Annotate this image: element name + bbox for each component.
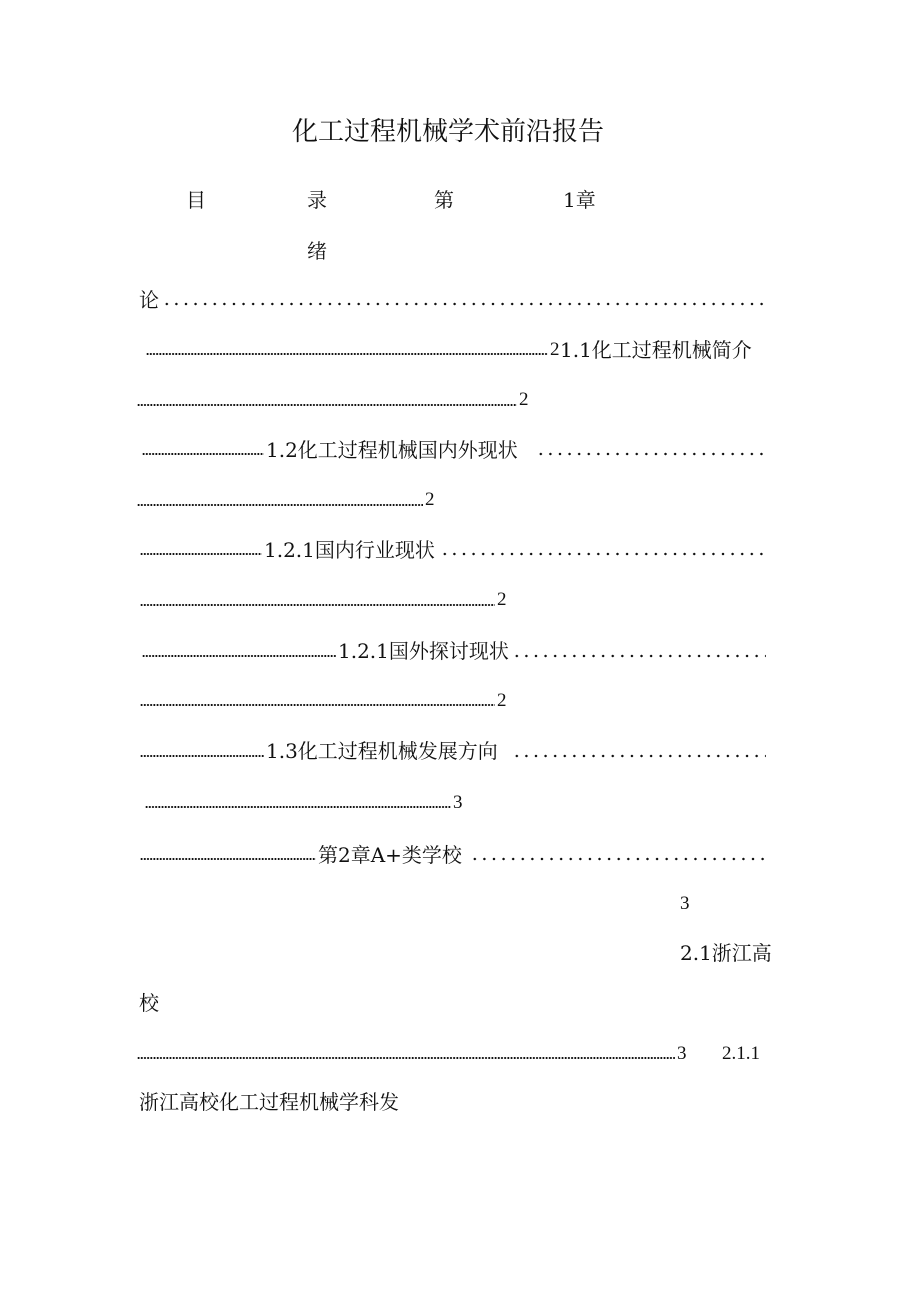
toc-leader [140, 754, 264, 758]
toc-leader [142, 654, 336, 658]
toc-leader [137, 1056, 675, 1060]
toc-page-number: 3 [680, 893, 690, 914]
toc-leader [145, 805, 451, 809]
toc-leader [140, 552, 262, 556]
toc-leader [140, 857, 316, 861]
toc-entry-2-1-1-number[interactable]: 2.1.1 [722, 1043, 760, 1064]
toc-entry-1-2-1[interactable]: 1.2.1国内行业现状 [264, 538, 435, 562]
toc-heading-mu: 目 [186, 188, 206, 212]
toc-page-number: 2 [425, 489, 435, 510]
toc-entry-2-1-1-title[interactable]: 浙江高校化工过程机械学科发 [139, 1090, 399, 1114]
toc-leader [470, 857, 766, 861]
toc-leader [137, 503, 423, 507]
toc-page-number: 3 [677, 1043, 687, 1064]
toc-page-number: 2 [550, 339, 560, 360]
toc-leader [137, 403, 517, 407]
toc-page-number: 2 [497, 589, 507, 610]
toc-entry-1-2[interactable]: 1.2化工过程机械国内外现状 [266, 438, 518, 462]
toc-page-number: 2 [497, 690, 507, 711]
toc-entry-2-1[interactable]: 2.1浙江高 [680, 941, 772, 965]
toc-entry-1-1[interactable]: 1.1化工过程机械简介 [560, 338, 752, 362]
toc-entry-2-1-cont: 校 [139, 991, 159, 1015]
toc-page-number: 3 [453, 792, 463, 813]
toc-leader [512, 754, 766, 758]
toc-heading-di: 第 [434, 188, 454, 212]
toc-page-number: 2 [519, 389, 529, 410]
toc-leader [142, 452, 264, 456]
doc-title: 化工过程机械学术前沿报告 [292, 117, 605, 147]
toc-heading-lu: 录 [307, 188, 327, 212]
toc-leader [440, 552, 766, 556]
toc-entry-1-2-1-foreign[interactable]: 1.2.1国外探讨现状 [338, 639, 509, 663]
toc-entry-1-3[interactable]: 1.3化工过程机械发展方向 [266, 739, 498, 763]
toc-leader [512, 654, 766, 658]
toc-heading-xu: 绪 [307, 239, 327, 263]
toc-leader [140, 603, 495, 607]
toc-lun: 论 [139, 288, 159, 312]
toc-leader [536, 452, 766, 456]
toc-heading-chapter1: 1章 [563, 188, 596, 212]
toc-leader [146, 352, 548, 356]
toc-entry-chapter-2[interactable]: 第2章A+类学校 [318, 843, 462, 867]
toc-leader [140, 703, 495, 707]
toc-leader [162, 302, 766, 306]
